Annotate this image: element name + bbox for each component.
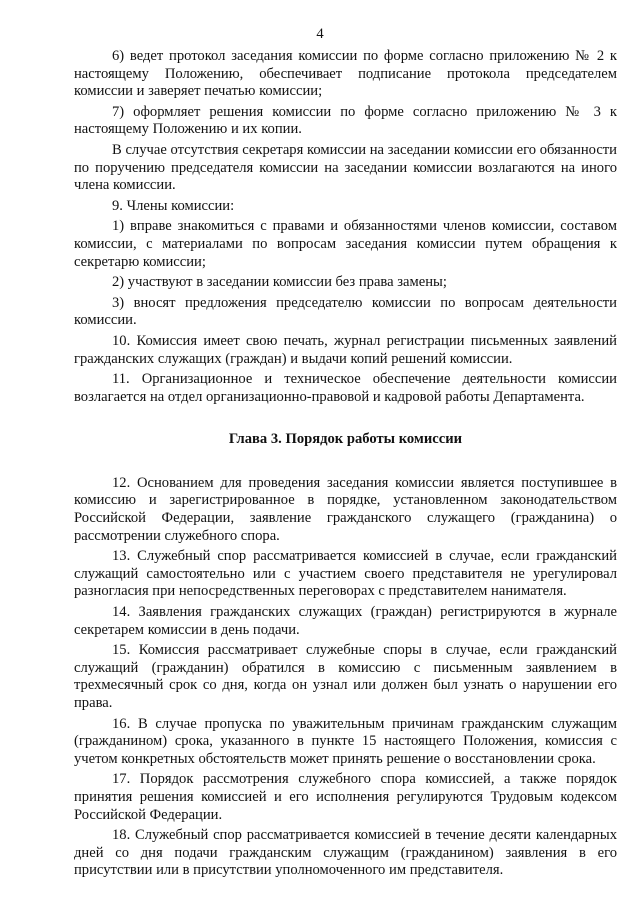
paragraph: 14. Заявления гражданских служащих (граждан) регистрируются в журнале секретарем комиссии в день подачи. [74,604,617,638]
paragraph: 11. Организационное и техническое обеспечение деятельности комиссии возлагается на отдел организационно-правовой и кадровой работы Департамента. [74,371,617,405]
paragraph: 2) участвуют в заседании комиссии без права замены; [112,274,447,291]
document-body [74,48,617,880]
paragraph: 15. Комиссия рассматривает служебные споры в случае, если гражданский служащий (гражданин) обратился в комиссию с письменным заявлением в трехмесячный срок со дня, когда он узнал или должен был узнать о нарушении его права. [74,642,617,711]
paragraph: 17. Порядок рассмотрения служебного спора комиссией, а также порядок принятия решения комиссией и его исполнения регулируются Трудовым кодексом Российской Федерации. [74,771,617,823]
paragraph: В случае отсутствия секретаря комиссии на заседании комиссии его обязанности по поручению председателя комиссии на заседании комиссии возлагаются на иного члена комиссии. [74,141,617,194]
paragraph: 10. Комиссия имеет свою печать, журнал регистрации письменных заявлений гражданских служащих (граждан) и выдачи копий решений комиссии. [74,332,617,367]
paragraph: 12. Основанием для проведения заседания комиссии является поступившее в комиссию и зарегистрированное в порядке, установленном законодательством Российской Федерации, заявление гражданского служащего (гражданина) о рассмотрении служебного спора. [74,474,617,544]
chapter-heading: Глава 3. Порядок работы комиссии [228,431,463,448]
paragraph: 18. Служебный спор рассматривается комиссией в течение десяти календарных дней со дня подачи гражданским служащим (гражданином) заявления в его присутствии или в присутствии уполномоченного им представителя. [74,827,617,879]
page-number: 4 [316,26,324,42]
paragraph: 6) ведет протокол заседания комиссии по форме согласно приложению № 2 к настоящему Положению, обеспечивает подписание протокола председателем комиссии и заверяет печатью комиссии; [74,48,617,100]
paragraph: 16. В случае пропуска по уважительным причинам гражданским служащим (гражданином) срока, указанного в пункте 15 настоящего Положения, комиссия с учетом конкретных обстоятельств может принять решение о восстановлении срока. [74,715,617,767]
paragraph: 7) оформляет решения комиссии по форме согласно приложению № 3 к настоящему Положению и их копии. [74,103,617,138]
paragraph: 1) вправе знакомиться с правами и обязанностями членов комиссии, составом комиссии, с материалами по вопросам заседания комиссии путем обращения к секретарю комиссии; [74,218,617,270]
paragraph: 9. Члены комиссии: [112,197,235,214]
paragraph: 3) вносят предложения председателю комиссии по вопросам деятельности комиссии. [74,294,617,329]
paragraph: 13. Служебный спор рассматривается комиссией в случае, если гражданский служащий самостоятельно или с участием своего представителя не урегулировал разногласия при непосредственных переговорах с представителем нанимателя. [74,548,617,600]
